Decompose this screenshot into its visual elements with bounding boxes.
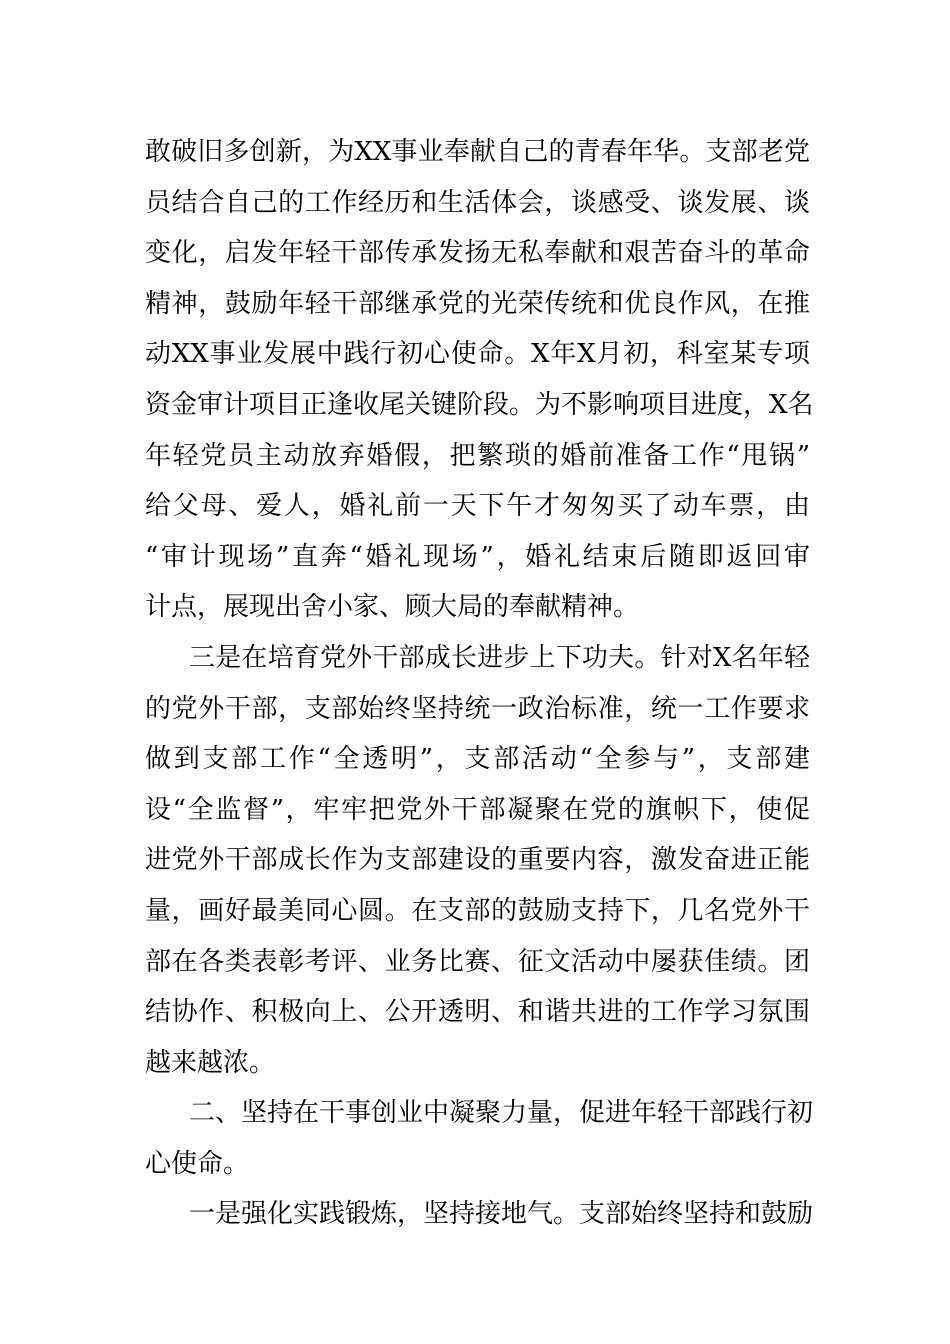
text-line: 结协作、积极向上、公开透明、和谐共进的工作学习氛围 — [145, 997, 810, 1028]
paragraph — [145, 127, 814, 633]
document-body — [145, 127, 814, 1240]
paragraph — [145, 633, 810, 1088]
text-line: 年轻党员主动放弃婚假，把繁琐的婚前准备工作“甩锅” — [145, 440, 810, 471]
text-line: “审计现场”直奔“婚礼现场”，婚礼结束后随即返回审 — [145, 541, 810, 572]
text-line: 敢破旧多创新，为XX事业奉献自己的青春年华。支部老党 — [145, 137, 810, 167]
text-line: 部在各类表彰考评、业务比赛、征文活动中屡获佳绩。团 — [145, 946, 810, 977]
text-line: 量，画好最美同心圆。在支部的鼓励支持下，几名党外干 — [145, 895, 810, 926]
text-line: 给父母、爱人，婚礼前一天下午才匆匆买了动车票，由 — [145, 491, 810, 522]
text-line: 变化，启发年轻干部传承发扬无私奉献和艰苦奋斗的革命 — [145, 238, 810, 269]
text-line: 计点，展现出舍小家、顾大局的奉献精神。 — [145, 592, 640, 623]
text-line: 员结合自己的工作经历和生活体会，谈感受、谈发展、谈 — [145, 187, 810, 218]
text-line: 越来越浓。 — [145, 1047, 276, 1078]
text-line: 一是强化实践锻炼，坚持接地气。支部始终坚持和鼓励 — [189, 1199, 814, 1230]
text-line: 做到支部工作“全透明”，支部活动“全参与”，支部建 — [145, 744, 810, 775]
text-line: 资金审计项目正逢收尾关键阶段。为不影响项目进度，X名 — [145, 389, 814, 420]
text-line: 心使命。 — [145, 1148, 250, 1179]
text-line: 动XX事业发展中践行初心使命。X年X月初，科室某专项 — [145, 339, 810, 370]
text-line: 精神，鼓励年轻干部继承党的光荣传统和优良作风，在推 — [145, 288, 810, 319]
text-line: 的党外干部，支部始终坚持统一政治标准，统一工作要求 — [145, 693, 810, 724]
text-line: 进党外干部成长作为支部建设的重要内容，激发奋进正能 — [145, 845, 810, 876]
section-heading — [145, 1088, 814, 1189]
text-line: 三是在培育党外干部成长进步上下功夫。针对X名年轻 — [189, 642, 810, 673]
text-line: 设“全监督”，牢牢把党外干部凝聚在党的旗帜下，使促 — [145, 794, 810, 825]
paragraph — [145, 1189, 814, 1240]
text-line: 二、坚持在干事创业中凝聚力量，促进年轻干部践行初 — [189, 1098, 814, 1129]
